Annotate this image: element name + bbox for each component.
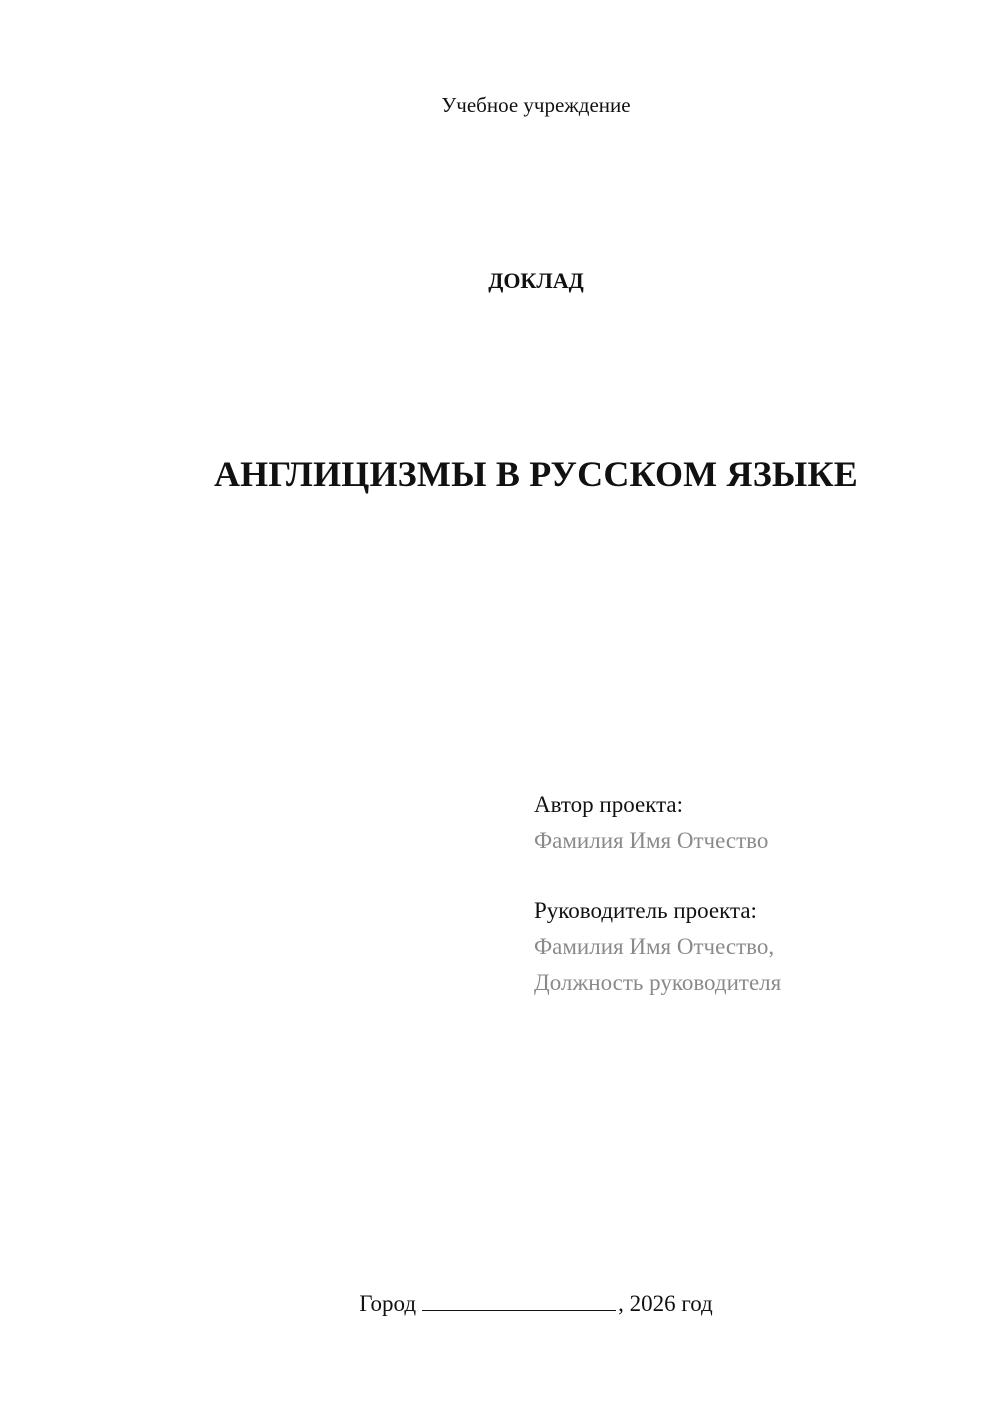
- institution-name: Учебное учреждение: [441, 93, 631, 117]
- supervisor-position: Должность руководителя: [534, 970, 782, 995]
- city-label: Город: [359, 1291, 417, 1316]
- credits-spacer: [534, 859, 781, 893]
- credits-block: [534, 787, 781, 1001]
- footer-city-year: [0, 1289, 1000, 1319]
- year-text: , 2026 год: [618, 1291, 713, 1316]
- author-name: Фамилия Имя Отчество: [534, 828, 769, 853]
- supervisor-label: Руководитель проекта:: [534, 898, 757, 923]
- supervisor-name: Фамилия Имя Отчество,: [534, 934, 775, 959]
- document-title: АНГЛИЦИЗМЫ В РУССКОМ ЯЗЫКЕ: [213, 454, 858, 494]
- city-blank-line: [422, 1289, 616, 1311]
- author-label: Автор проекта:: [534, 792, 683, 817]
- document-type: ДОКЛАД: [488, 268, 584, 293]
